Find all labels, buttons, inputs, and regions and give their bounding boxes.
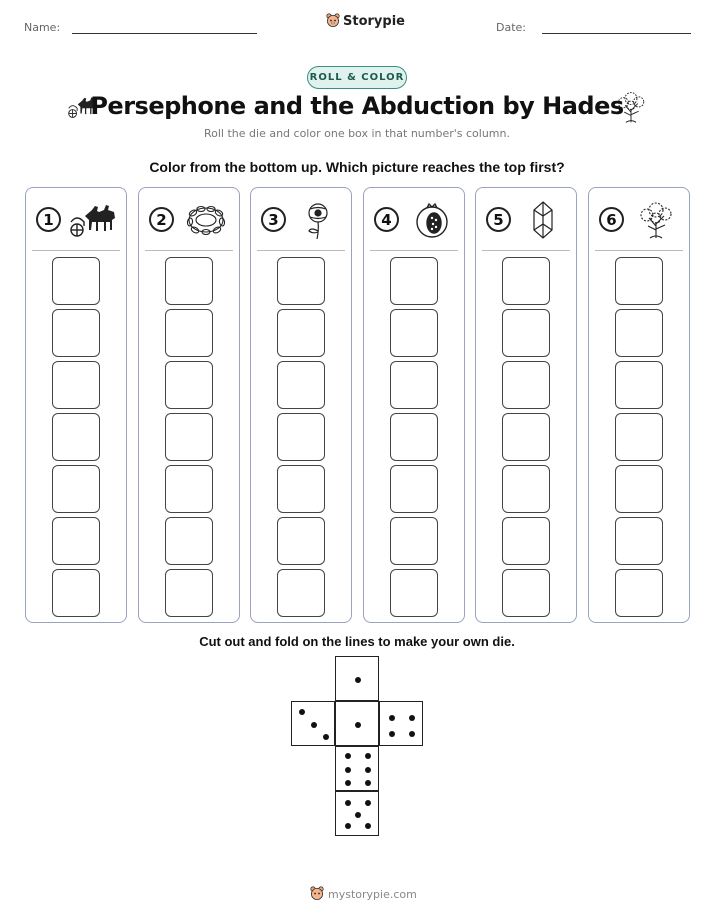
flower-icon xyxy=(293,200,343,240)
color-box[interactable] xyxy=(390,465,438,513)
column-divider xyxy=(595,250,683,251)
cut-instruction: Cut out and fold on the lines to make your own die. xyxy=(199,634,515,649)
color-box[interactable] xyxy=(277,465,325,513)
color-box[interactable] xyxy=(277,309,325,357)
die-pip xyxy=(345,800,351,806)
color-box[interactable] xyxy=(615,569,663,617)
color-box[interactable] xyxy=(615,465,663,513)
color-box[interactable] xyxy=(502,413,550,461)
die-pip xyxy=(323,734,329,740)
column-2 xyxy=(138,187,240,623)
column-1 xyxy=(25,187,127,623)
color-box[interactable] xyxy=(165,517,213,565)
die-pip xyxy=(409,715,415,721)
column-header xyxy=(589,188,689,250)
color-box[interactable] xyxy=(615,361,663,409)
color-box[interactable] xyxy=(502,361,550,409)
color-box[interactable] xyxy=(390,361,438,409)
instruction: Color from the bottom up. Which picture reaches the top first? xyxy=(149,159,565,175)
color-box[interactable] xyxy=(52,257,100,305)
die-face-6 xyxy=(335,746,379,791)
footer xyxy=(310,886,417,902)
die-pip xyxy=(355,812,361,818)
column-header xyxy=(139,188,239,250)
column-divider xyxy=(32,250,120,251)
name-line[interactable] xyxy=(72,33,257,34)
die-pip xyxy=(299,709,305,715)
column-number: 5 xyxy=(486,207,511,232)
die-face-5 xyxy=(335,791,379,836)
column-number: 4 xyxy=(374,207,399,232)
column-4 xyxy=(363,187,465,623)
column-divider xyxy=(370,250,458,251)
wreath-icon xyxy=(181,200,231,240)
color-box[interactable] xyxy=(390,309,438,357)
color-box[interactable] xyxy=(390,517,438,565)
chariot-icon xyxy=(68,200,118,240)
date-label: Date: xyxy=(496,21,526,34)
crystal-icon xyxy=(518,200,568,240)
color-box[interactable] xyxy=(615,257,663,305)
die-pip xyxy=(389,715,395,721)
die-pip xyxy=(355,722,361,728)
color-box[interactable] xyxy=(52,413,100,461)
page-title: Persephone and the Abduction by Hades xyxy=(90,92,624,120)
tree-icon xyxy=(614,90,648,124)
die-pip xyxy=(389,731,395,737)
footer-url[interactable]: mystorypie.com xyxy=(328,887,417,901)
die-face-1 xyxy=(335,656,379,701)
color-box[interactable] xyxy=(165,257,213,305)
color-box[interactable] xyxy=(277,517,325,565)
color-box[interactable] xyxy=(277,361,325,409)
tree-icon xyxy=(631,200,681,240)
die-pip xyxy=(345,823,351,829)
die-pip xyxy=(365,767,371,773)
color-box[interactable] xyxy=(615,309,663,357)
color-box[interactable] xyxy=(52,361,100,409)
color-box[interactable] xyxy=(502,257,550,305)
die-pip xyxy=(409,731,415,737)
die-pip xyxy=(365,753,371,759)
color-box[interactable] xyxy=(52,465,100,513)
column-header xyxy=(251,188,351,250)
color-box[interactable] xyxy=(52,309,100,357)
column-3 xyxy=(250,187,352,623)
color-box[interactable] xyxy=(165,413,213,461)
color-box[interactable] xyxy=(165,465,213,513)
name-label: Name: xyxy=(24,21,61,34)
die-face-4 xyxy=(379,701,423,746)
column-number: 3 xyxy=(261,207,286,232)
mascot-icon xyxy=(326,13,340,29)
die-pip xyxy=(355,677,361,683)
die-face-3 xyxy=(291,701,335,746)
subtitle: Roll the die and color one box in that number's column. xyxy=(204,127,510,140)
column-divider xyxy=(145,250,233,251)
color-box[interactable] xyxy=(390,257,438,305)
color-box[interactable] xyxy=(502,517,550,565)
color-box[interactable] xyxy=(165,309,213,357)
column-number: 6 xyxy=(599,207,624,232)
color-box[interactable] xyxy=(390,413,438,461)
column-header xyxy=(476,188,576,250)
color-box[interactable] xyxy=(277,257,325,305)
die-pip xyxy=(345,753,351,759)
column-6 xyxy=(588,187,690,623)
brand-logo xyxy=(326,13,405,29)
die-pip xyxy=(311,722,317,728)
color-box[interactable] xyxy=(502,309,550,357)
brand-name: Storypie xyxy=(343,13,405,29)
color-box[interactable] xyxy=(502,569,550,617)
die-face-1 xyxy=(335,701,379,746)
column-header xyxy=(364,188,464,250)
column-divider xyxy=(257,250,345,251)
color-box[interactable] xyxy=(52,569,100,617)
mascot-icon xyxy=(310,886,324,902)
die-pip xyxy=(365,800,371,806)
column-divider xyxy=(482,250,570,251)
color-box[interactable] xyxy=(52,517,100,565)
die-pip xyxy=(345,780,351,786)
color-box[interactable] xyxy=(390,569,438,617)
color-box[interactable] xyxy=(615,517,663,565)
color-box[interactable] xyxy=(502,465,550,513)
die-pip xyxy=(365,823,371,829)
column-5 xyxy=(475,187,577,623)
activity-badge: ROLL & COLOR xyxy=(307,66,407,89)
color-box[interactable] xyxy=(165,361,213,409)
die-pip xyxy=(365,780,371,786)
color-box[interactable] xyxy=(277,413,325,461)
color-box[interactable] xyxy=(277,569,325,617)
date-line[interactable] xyxy=(542,33,691,34)
die-pip xyxy=(345,767,351,773)
column-header xyxy=(26,188,126,250)
column-number: 2 xyxy=(149,207,174,232)
column-number: 1 xyxy=(36,207,61,232)
color-box[interactable] xyxy=(165,569,213,617)
color-box[interactable] xyxy=(615,413,663,461)
pomegranate-icon xyxy=(406,200,456,240)
